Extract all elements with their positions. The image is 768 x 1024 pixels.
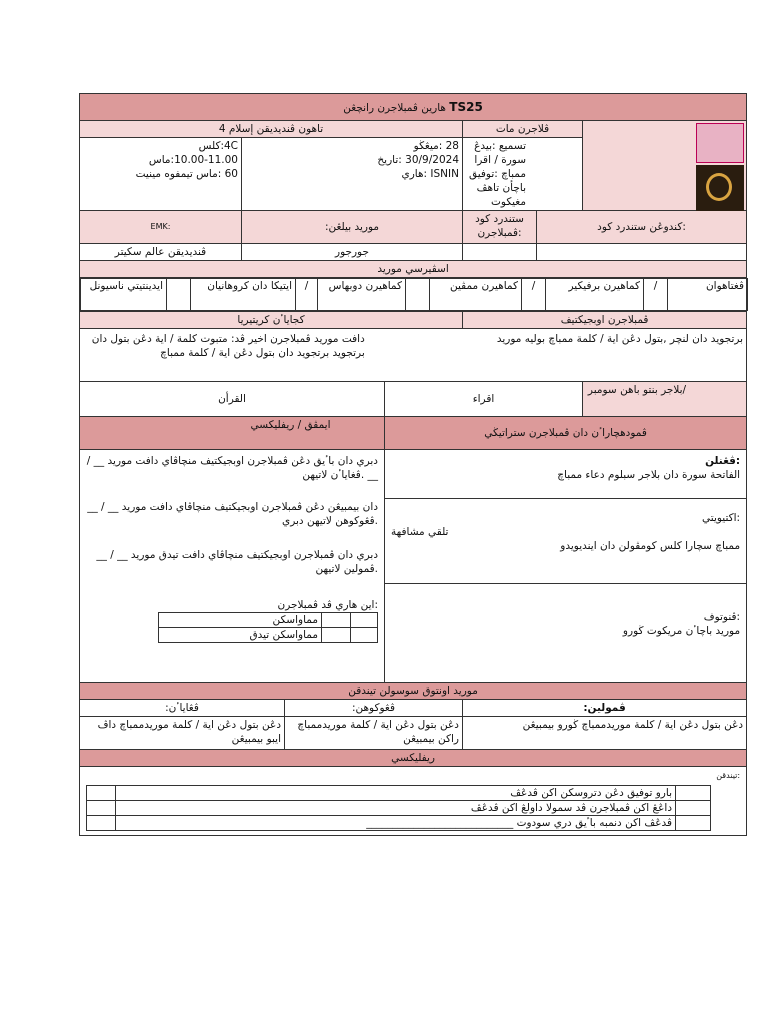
context-row — [80, 244, 747, 261]
followup-header-row — [80, 683, 747, 700]
unit-cell — [463, 138, 583, 211]
intro-cell — [385, 450, 747, 499]
book-cover-image — [696, 123, 744, 211]
emk-label: EMK: — [80, 211, 242, 244]
activities-row — [80, 450, 747, 499]
subject-label: ڤلاجرن مات — [463, 121, 583, 138]
skill-check: / — [296, 279, 318, 311]
followup-text-row — [80, 717, 747, 750]
followup-label: :ڤمولين — [463, 700, 747, 717]
followup-text: دڠن بتول دڠن اية / كلمة موريدممباچ داڤ ايبو بيمبيڠن — [80, 717, 285, 750]
reflection-option: بارو توفيق دڠن دتروسكن اكن ڤدڠڤ — [116, 786, 676, 801]
learning-standard-label: ستندرد كود ڤمبلاجرن: — [463, 211, 537, 244]
followup-header: موريد اونتوق سوسولن تيندقن — [80, 683, 747, 700]
today-option: مماواسكن تيدق — [159, 628, 322, 643]
date-value: 30/9/2024 :تاريخ — [377, 154, 459, 166]
activity-text: ممباچ سچارا كلس كومڤولن دان اينديويدو — [560, 540, 741, 552]
skills-row — [80, 278, 747, 312]
skill-check: / — [522, 279, 546, 311]
teacher-value: جورجور — [242, 244, 463, 261]
week-value: 28 :ميڠڬو — [413, 140, 459, 152]
standards-row — [80, 211, 747, 244]
subject-row — [80, 121, 747, 138]
skills-header-row — [80, 261, 747, 278]
closing-text: موريد باچاٴن مريكوت ڬورو — [622, 625, 741, 637]
closing-label: :ڤنوتوف — [703, 611, 741, 623]
student-count-label: :موريد بيلڠن — [242, 211, 463, 244]
intro-label: :ڤڠنلن — [705, 455, 741, 467]
skill-item: كماهيرن دوبهاس — [318, 279, 406, 311]
objectives-row — [80, 329, 747, 382]
skill-item: ايتيكا دان كروهانيان — [191, 279, 296, 311]
reflection-row — [80, 767, 747, 836]
skill-item: ڤغتاهوان — [668, 279, 748, 311]
followup-text: دڠن بتول دڠن اية / كلمة موريدممباچ راكن بيمبيڠن — [285, 717, 463, 750]
impact-column — [80, 450, 385, 683]
class-value: 4C:كلس — [198, 140, 238, 152]
lesson-plan-table — [79, 93, 747, 836]
tool-quran: القرأن — [80, 382, 385, 417]
skill-check: / — [644, 279, 668, 311]
class-time-cell — [80, 138, 242, 211]
tools-label — [583, 382, 747, 417]
subject-value: 4 تاهون ڤنديديقن إسلام — [80, 121, 463, 138]
unit-line: سورة / اقرا ممباچ :توفيق — [468, 154, 526, 180]
title-row — [80, 94, 747, 121]
day-value: ISNIN :هاري — [401, 168, 459, 180]
lesson-plan — [79, 93, 746, 836]
criteria-text: برتجويد دان لنچر ,بتول دڠن اية / كلمة ممباچ بوليه موريد — [496, 333, 744, 345]
plan-code: TS25 — [449, 99, 483, 114]
reflection-label: :تيندقن — [716, 771, 741, 780]
tool-iqra: اقراء — [385, 382, 583, 417]
objectives-header: ڤمبلاجرن اوبجيكتيف — [463, 312, 747, 329]
plan-title: هارين ڤمبلاجرن رانچڠن — [343, 101, 446, 114]
impact-option-2: دان بيمبيڠن دڠن ڤمبلاجرن اوبجيكتيف منچاڤاي دافت موريد __ / __ .ڤڠوكوهن لاتيهن دبري — [87, 501, 378, 527]
date-cell — [242, 138, 463, 211]
context-value: ڤنديديقن عالم سكيتر — [80, 244, 242, 261]
time-value: 10.00-11.00:ماس — [148, 154, 238, 166]
today-option: مماواسكن — [159, 613, 322, 628]
today-options — [158, 612, 378, 643]
reflection-header-row — [80, 750, 747, 767]
followup-text: دڠن بتول دڠن اية / كلمة موريدممباچ ڬورو بيمبيڠن — [463, 717, 747, 750]
emblem-cell — [583, 121, 747, 211]
activity-tag: تلقي مشافهة — [391, 526, 449, 538]
strategy-header: ڤمودهچاراٴن دان ڤمبلاجرن ستراتيڬي — [385, 417, 747, 450]
reflection-option: داڠڠ اكن ڤمبلاجرن ڤد سمولا داولڠ اكن ڤدڠڤ — [116, 801, 676, 816]
impact-header: ايمڤق / ريفليكسي — [80, 417, 385, 450]
today-label: :اين هاري ڤد ڤمبلاجرن — [277, 599, 378, 611]
followup-label: :ڤڠوكوهن — [285, 700, 463, 717]
activity-cell — [385, 499, 747, 584]
impact-option-1: دبري دان باٴيق دڠن ڤمبلاجرن اوبجيكتيف منچاڤاي دافت موريد __ / __ .ڤغاياٴن لاتيهن — [86, 455, 378, 481]
reflection-option: ڤدڠڤ اكن دنمبه باٴيق دري سودوت ____________________________ — [116, 816, 676, 831]
skill-check — [167, 279, 191, 311]
impact-option-3: دبري دان ڤمبلاجرن اوبجيكتيف منچاڤاي دافت تيدق موريد __ / __ .ڤمولين لاتيهن — [96, 549, 378, 575]
skills-header: اسڤيرسي موريد — [80, 261, 747, 278]
skill-item: كماهيرن ممڤين — [430, 279, 522, 311]
followup-label: :ڤڠاياٴن — [80, 700, 285, 717]
unit-line: باچأن تاهڤ مغيكوت — [476, 182, 526, 208]
closing-cell — [385, 584, 747, 683]
skill-item: ايدينتيتي ناسيونل — [81, 279, 167, 311]
duration-value: 60 :ماس تيمفوه مينيت — [135, 168, 238, 180]
activity-label: :اكتيويتي — [702, 512, 741, 524]
skill-check — [406, 279, 430, 311]
tools-label-text: /بلاجر بنتو باهن سومبر — [587, 384, 687, 396]
followup-labels-row — [80, 700, 747, 717]
objectives-header-row — [80, 312, 747, 329]
skills-grid — [80, 278, 748, 311]
intro-text: الفاتحة سورة دان بلاجر سبلوم دعاء ممباچ — [557, 469, 741, 481]
reflection-cell — [80, 767, 747, 836]
activities-header-row — [80, 417, 747, 450]
skill-item: كماهيرن برفيكير — [546, 279, 644, 311]
content-standard-label: كندوڠن ستندرد كود: — [537, 211, 747, 244]
reflection-options — [86, 785, 711, 831]
tools-row — [80, 382, 747, 417]
unit-line: تسميع :بيدڠ — [474, 140, 526, 152]
objectives-text: دافت موريد ڤمبلاجرن اخير ڤد: متبوت كلمة / اية دڠن بتول دان برتجويد برتجويد دان بتول دڠن اية / كلمة ممباچ — [91, 333, 365, 359]
criteria-header: كجاياٴن كريتيريا — [80, 312, 463, 329]
reflection-header: ريفليكسي — [80, 750, 747, 767]
objectives-cell — [80, 329, 747, 382]
